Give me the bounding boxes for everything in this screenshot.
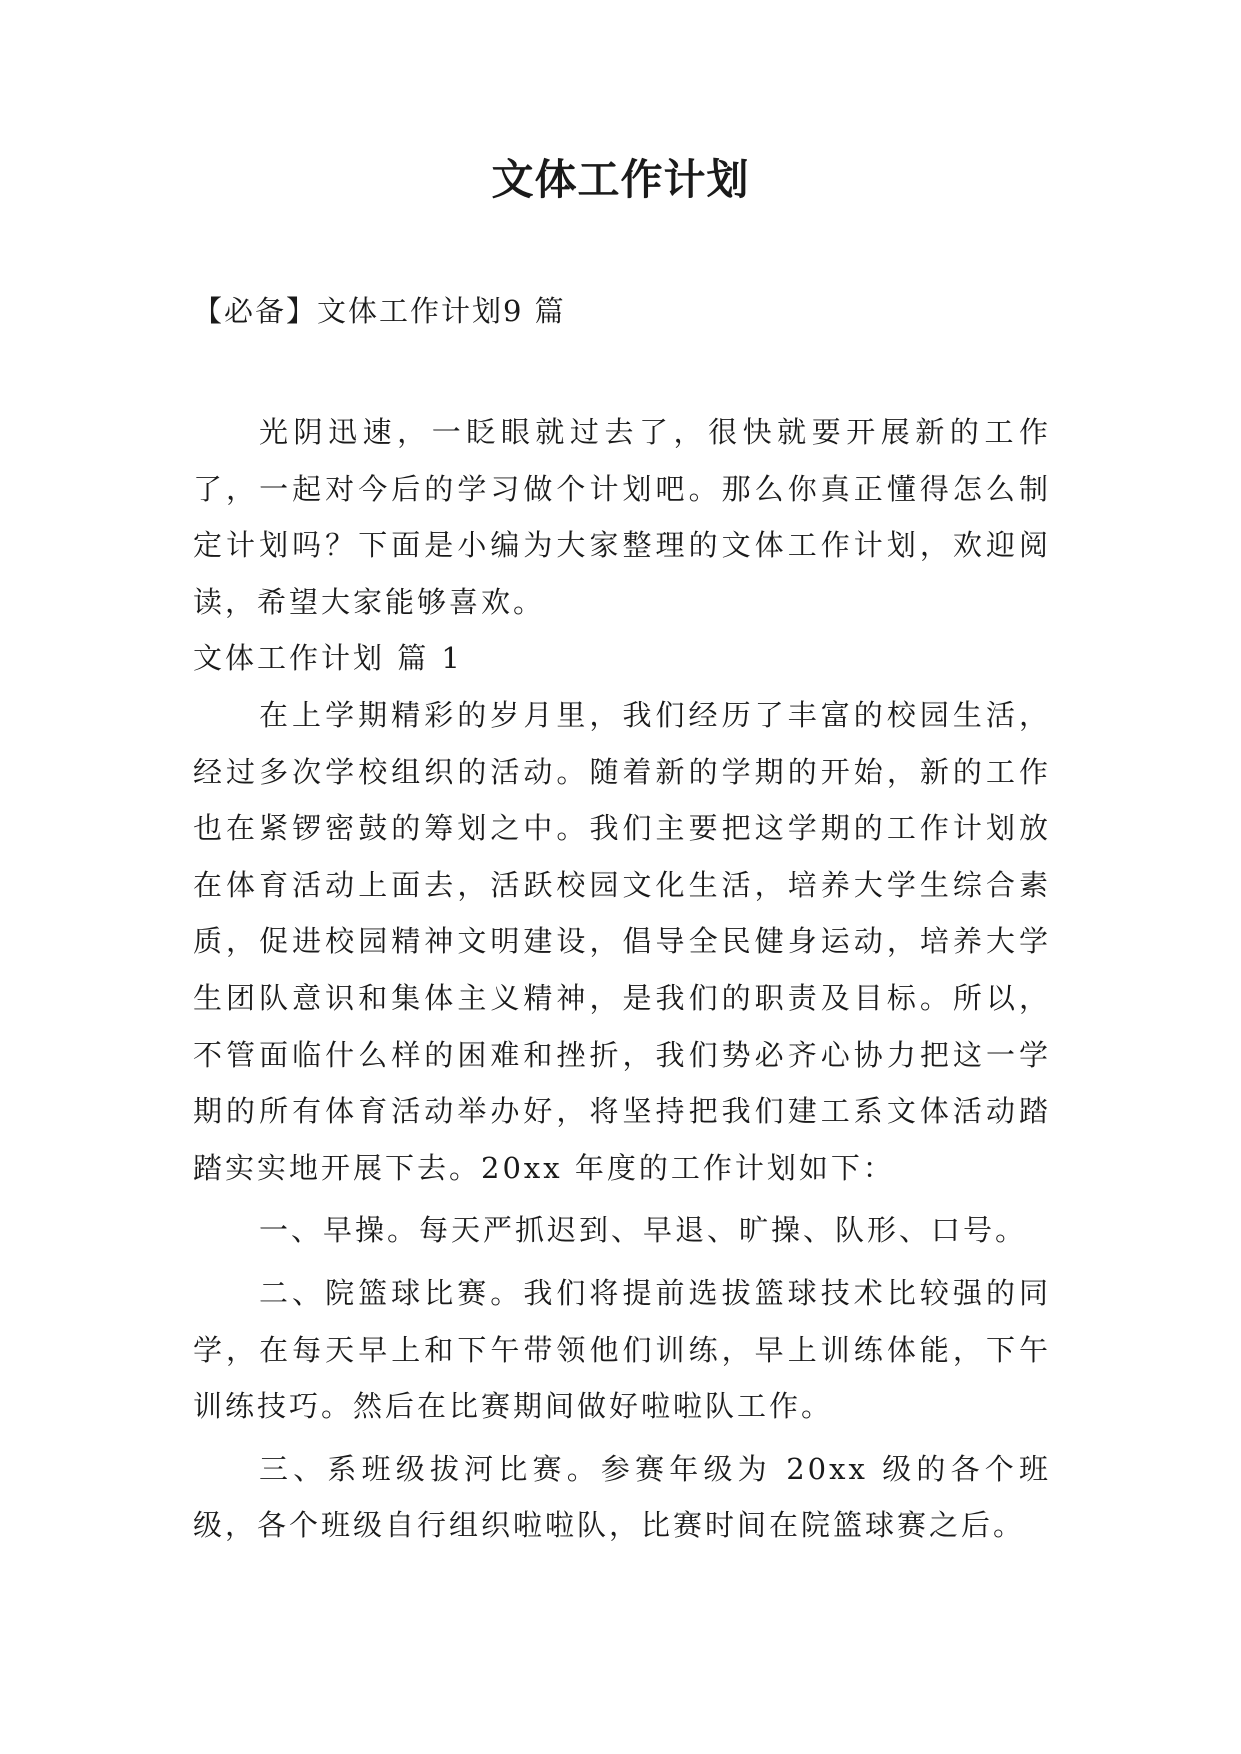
list-item-basketball: 二、院篮球比赛。我们将提前选拔篮球技术比较强的同学，在每天早上和下午带领他们训练，早上训练体能，下午训练技巧。然后在比赛期间做好啦啦队工作。 bbox=[193, 1275, 1051, 1424]
section-heading: 文体工作计划 篇 1 bbox=[193, 641, 463, 676]
body-paragraph: 在上学期精彩的岁月里，我们经历了丰富的校园生活，经过多次学校组织的活动。随着新的学期的开始，新的工作也在紧锣密鼓的筹划之中。我们主要把这学期的工作计划放在体育活动上面去，活跃校园文化生活，培养大学生综合素质，促进校园精神文明建设，倡导全民健身运动，培养大学生团队意识和集体主义精神，是我们的职责及目标。所以，不管面临什么样的困难和挫折，我们势必齐心协力把这一学期的所有体育活动举办好，将坚持把我们建工系文体活动踏踏实实地开展下去。20xx 年度的工作计划如下： bbox=[193, 697, 1051, 1185]
intro-paragraph: 光阴迅速，一眨眼就过去了，很快就要开展新的工作了，一起对今后的学习做个计划吧。那么你真正懂得怎么制定计划吗？下面是小编为大家整理的文体工作计划，欢迎阅读，希望大家能够喜欢。 bbox=[193, 415, 1051, 619]
document-title: 文体工作计划 bbox=[491, 155, 750, 204]
list-item-morning-exercise: 一、早操。每天严抓迟到、早退、旷操、队形、口号。 bbox=[259, 1213, 1028, 1248]
document-body bbox=[193, 404, 1051, 1554]
document-subtitle: 【必备】文体工作计划9 篇 bbox=[193, 294, 566, 328]
list-item-tug-of-war: 三、系班级拔河比赛。参赛年级为 20xx 级的各个班级，各个班级自行组织啦啦队，比赛时间在院篮球赛之后。 bbox=[193, 1451, 1051, 1543]
